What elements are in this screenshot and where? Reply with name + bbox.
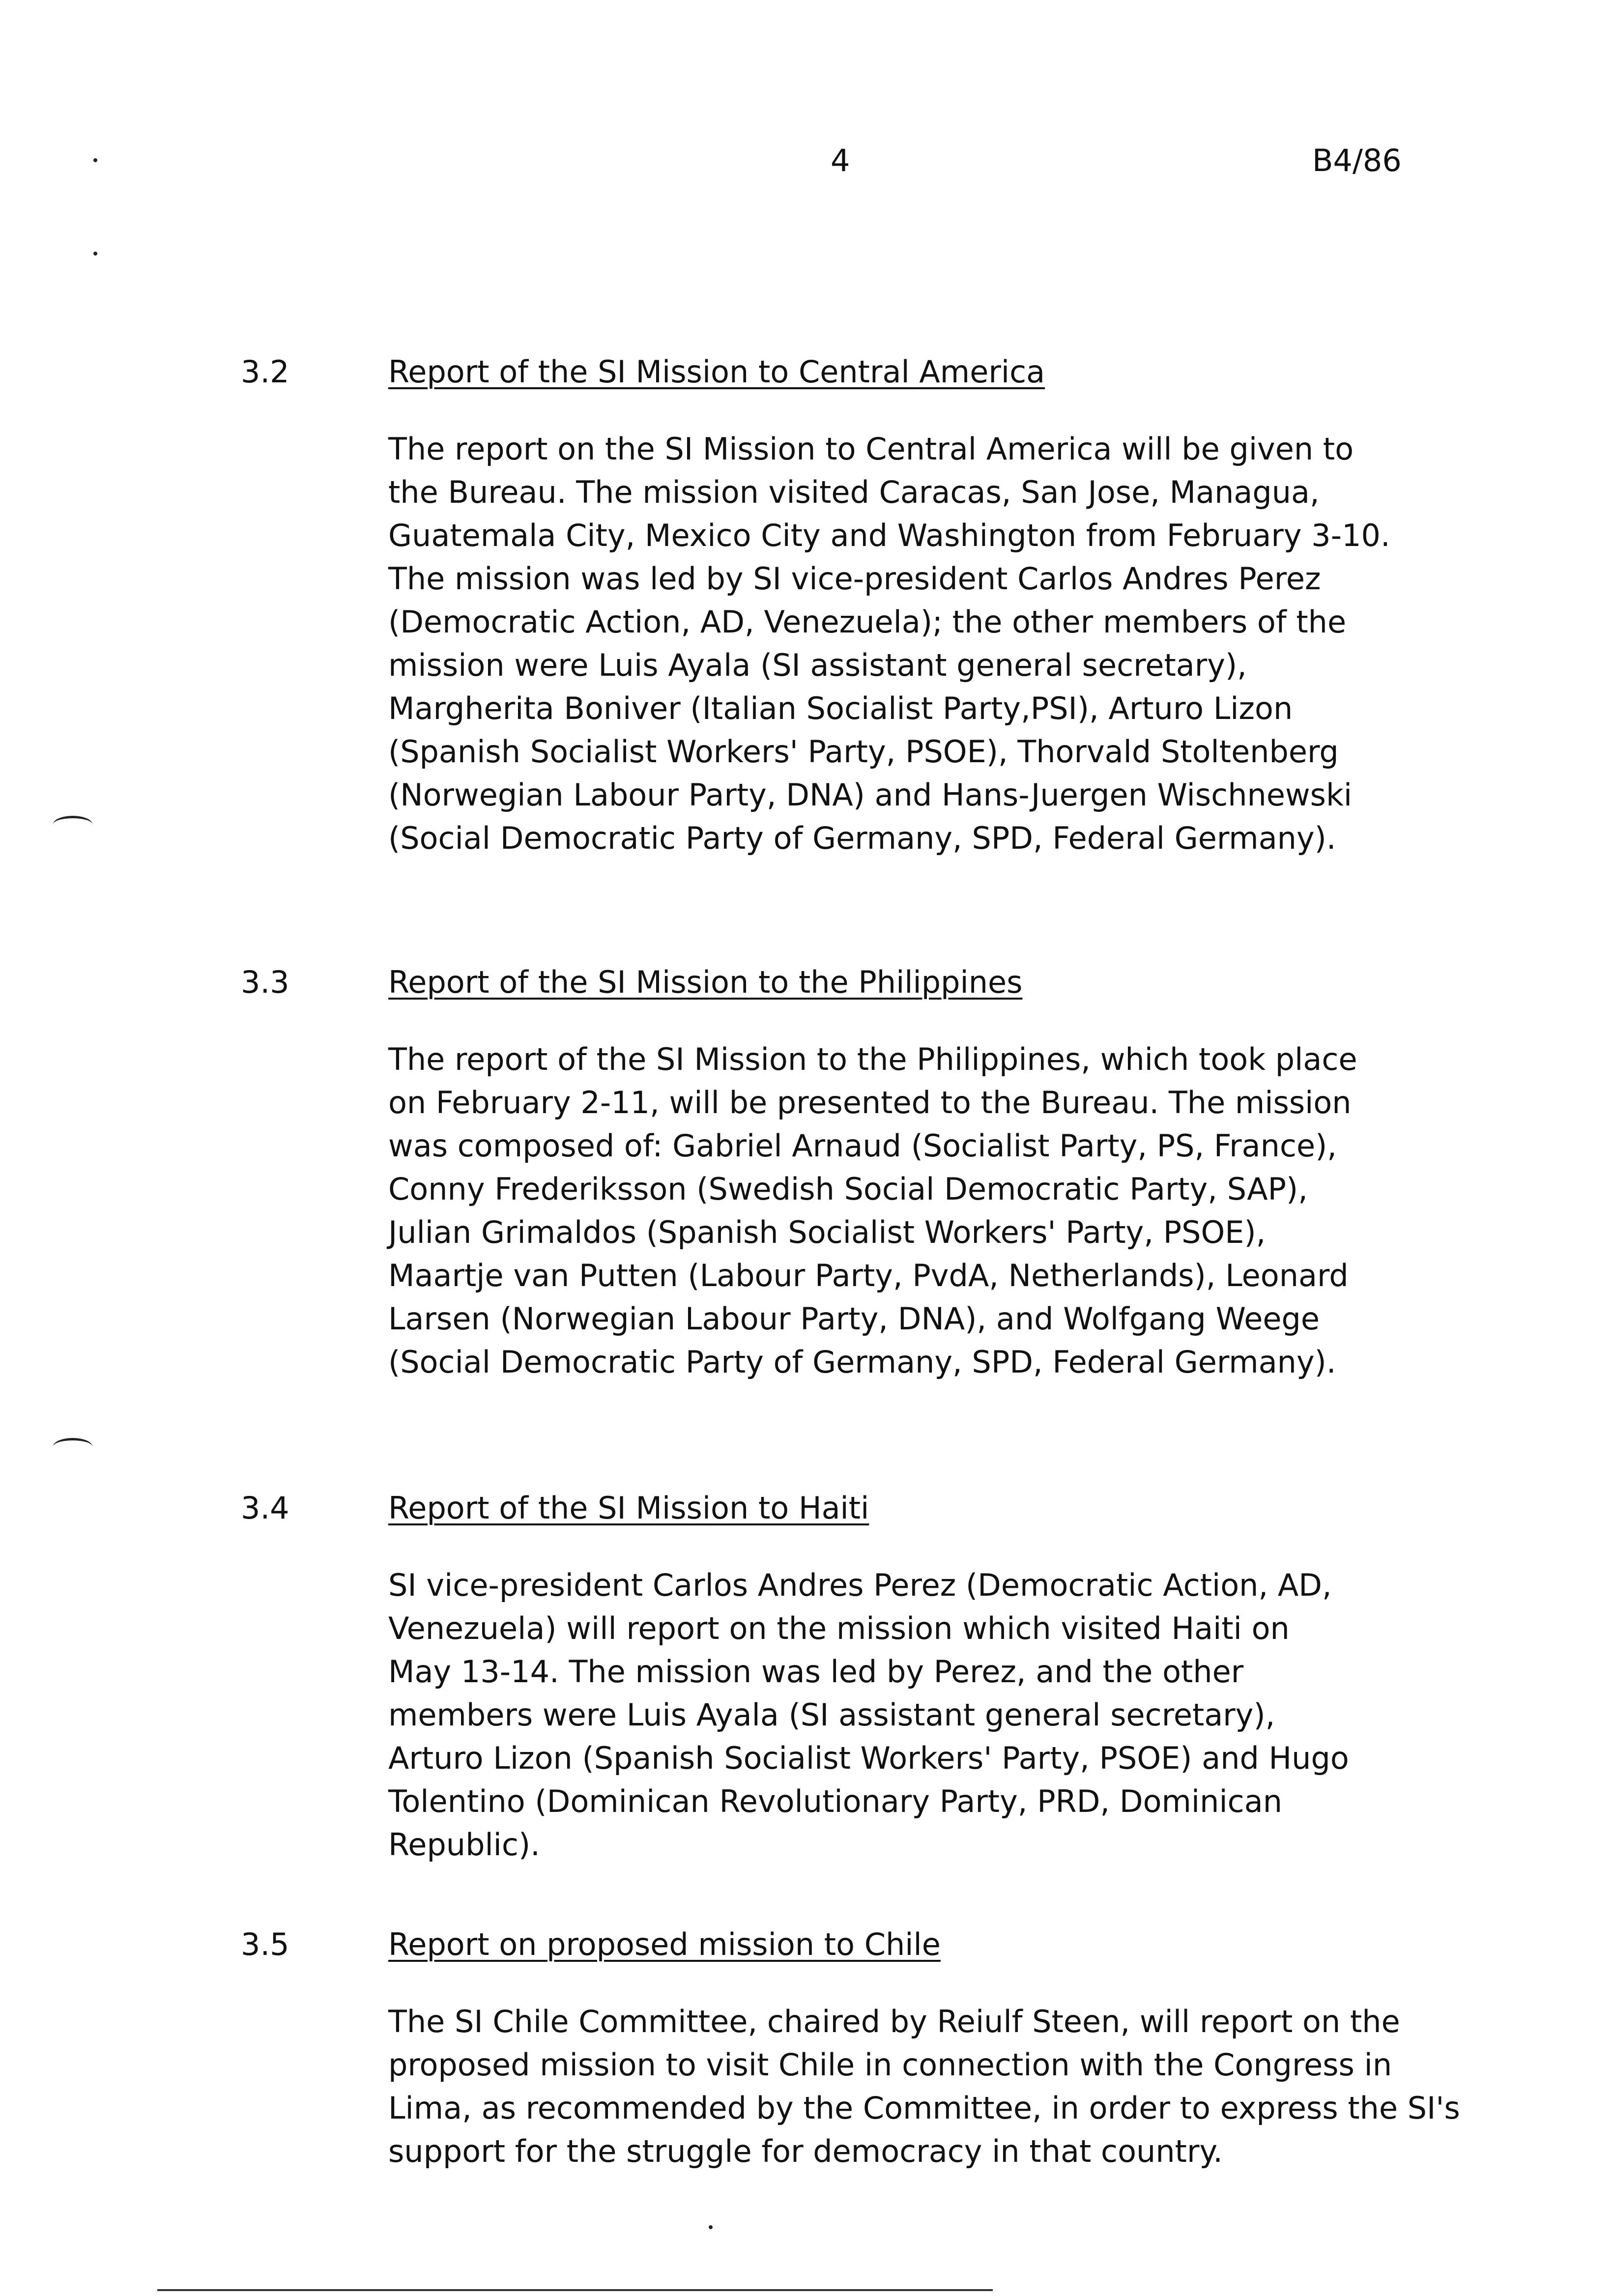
page-number: 4 [831, 143, 850, 178]
section-body [388, 1564, 1469, 1866]
body-line: Arturo Lizon (Spanish Socialist Workers' Party, PSOE) and Hugo [388, 1740, 1349, 1776]
margin-dot [93, 158, 97, 162]
body-line: The report of the SI Mission to the Philippines, which took place [388, 1041, 1357, 1077]
document-reference: B4/86 [1312, 143, 1402, 178]
margin-arc-mark [53, 816, 92, 833]
section-title: Report on proposed mission to Chile [388, 1926, 941, 1962]
body-line: The mission was led by SI vice-president Carlos Andres Perez [388, 561, 1321, 597]
section-title: Report of the SI Mission to Central America [388, 354, 1045, 390]
body-line: Guatemala City, Mexico City and Washington from February 3-10. [388, 517, 1390, 553]
body-line: support for the struggle for democracy in that country. [388, 2133, 1223, 2169]
bottom-rule [157, 2289, 993, 2291]
body-line: mission were Luis Ayala (SI assistant general secretary), [388, 647, 1247, 683]
body-line: (Social Democratic Party of Germany, SPD, Federal Germany). [388, 820, 1336, 856]
body-line: The SI Chile Committee, chaired by Reiulf Steen, will report on the [388, 2004, 1400, 2039]
body-line: Lima, as recommended by the Committee, in order to express the SI's [388, 2090, 1460, 2126]
bottom-dot [709, 2225, 713, 2229]
body-line: Larsen (Norwegian Labour Party, DNA), and Wolfgang Weege [388, 1301, 1320, 1337]
body-line: was composed of: Gabriel Arnaud (Socialist Party, PS, France), [388, 1128, 1337, 1164]
section-title: Report of the SI Mission to the Philippines [388, 964, 1023, 1000]
body-line: Tolentino (Dominican Revolutionary Party, PRD, Dominican [388, 1783, 1283, 1819]
section-number: 3.4 [241, 1490, 289, 1526]
body-line: members were Luis Ayala (SI assistant general secretary), [388, 1697, 1275, 1733]
body-line: Conny Frederiksson (Swedish Social Democratic Party, SAP), [388, 1171, 1308, 1207]
body-line: proposed mission to visit Chile in connection with the Congress in [388, 2047, 1392, 2083]
section-number: 3.2 [241, 354, 289, 390]
body-line: on February 2-11, will be presented to the Bureau. The mission [388, 1085, 1352, 1120]
section-number: 3.5 [241, 1926, 289, 1962]
body-line: SI vice-president Carlos Andres Perez (Democratic Action, AD, [388, 1567, 1332, 1603]
body-line: May 13-14. The mission was led by Perez, and the other [388, 1654, 1244, 1690]
body-line: Republic). [388, 1827, 540, 1863]
body-line: The report on the SI Mission to Central America will be given to [388, 431, 1354, 467]
body-line: the Bureau. The mission visited Caracas, San Jose, Managua, [388, 474, 1320, 510]
body-line: (Democratic Action, AD, Venezuela); the other members of the [388, 604, 1347, 640]
body-line: Venezuela) will report on the mission which visited Haiti on [388, 1610, 1290, 1646]
section-title: Report of the SI Mission to Haiti [388, 1490, 869, 1526]
body-line: (Norwegian Labour Party, DNA) and Hans-Juergen Wischnewski [388, 777, 1353, 813]
body-line: Julian Grimaldos (Spanish Socialist Workers' Party, PSOE), [388, 1214, 1266, 1250]
body-line: (Spanish Socialist Workers' Party, PSOE), Thorvald Stoltenberg [388, 734, 1339, 770]
section-number: 3.3 [241, 964, 289, 1000]
margin-arc-mark [53, 1438, 92, 1455]
body-line: Margherita Boniver (Italian Socialist Party,PSI), Arturo Lizon [388, 690, 1293, 726]
margin-dot [93, 252, 97, 256]
section-body [388, 2000, 1469, 2173]
body-line: Maartje van Putten (Labour Party, PvdA, Netherlands), Leonard [388, 1258, 1349, 1293]
body-line: (Social Democratic Party of Germany, SPD, Federal Germany). [388, 1344, 1336, 1380]
section-body [388, 428, 1469, 860]
section-body [388, 1038, 1469, 1384]
